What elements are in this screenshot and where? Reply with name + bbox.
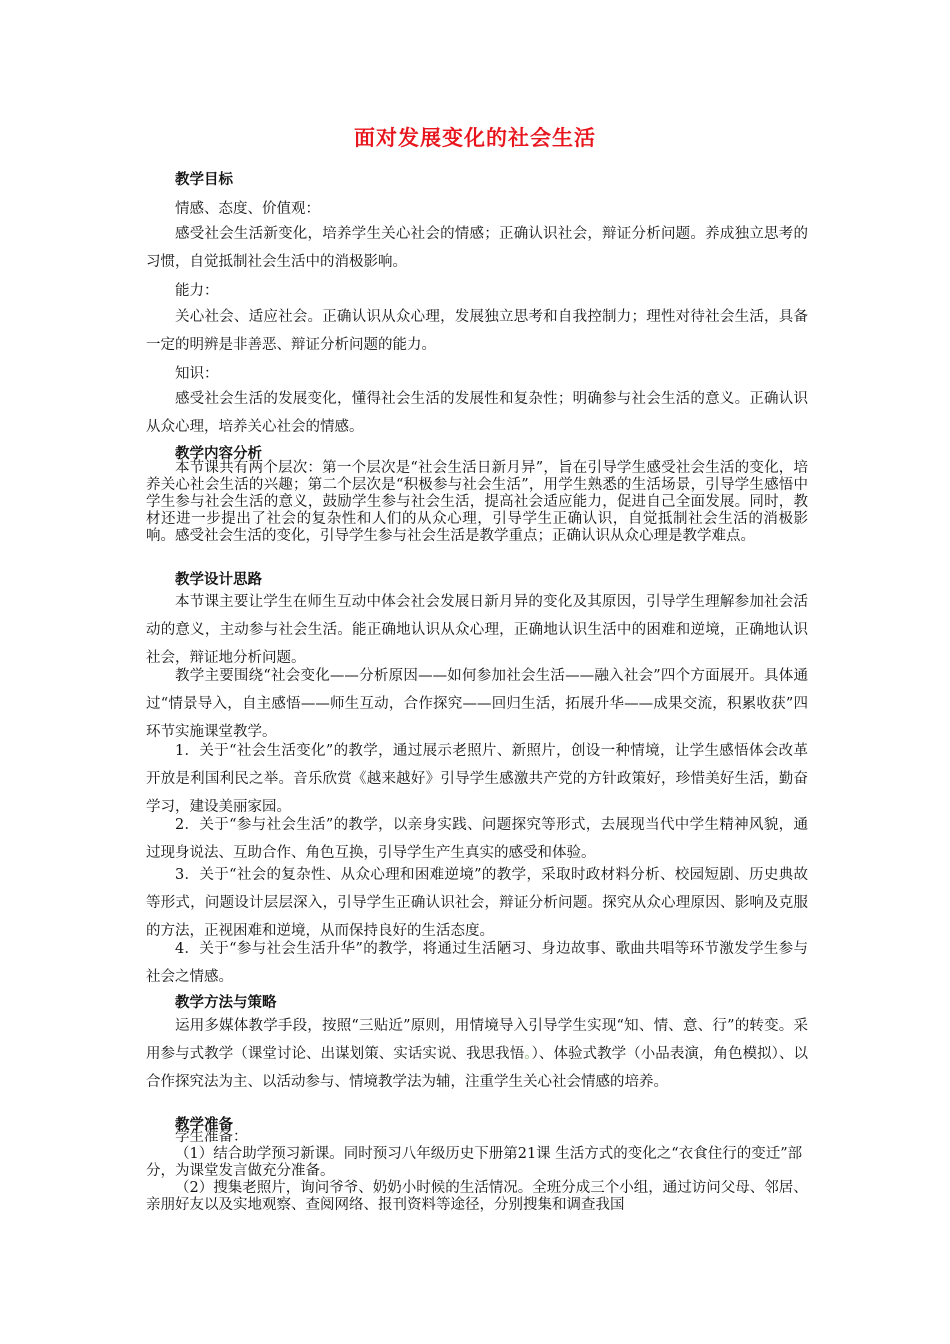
prep-item-1: （1）结合助学预习新课。同时预习八年级历史下册第21课 生活方式的变化之“衣食住行的变迁”部分，为课堂发言做充分准备。 xyxy=(146,1146,803,1179)
paragraph-design-5: 3．关于“社会的复杂性、从众心理和困难逆境”的教学，采取时政材料分析、校园短剧、历史典故等形式，问题设计层层深入，引导学生正确认识社会，辩证分析问题。探究从众心理原因、影响及克服的方法，正视困难和逆境，从而保持良好的生活态度。 xyxy=(146,867,808,939)
paragraph-methods xyxy=(146,1012,808,1096)
paragraph-design-1: 本节课主要让学生在师生互动中体会社会发展日新月异的变化及其原因，引导学生理解参加社会活动的意义，主动参与社会生活。能正确地认识从众心理，正确地认识生活中的困难和逆境，正确地认识社会，辩证地分析问题。 xyxy=(146,594,808,666)
methods-dot: 。 xyxy=(524,1046,532,1062)
label-student-prep: 学生准备： xyxy=(175,1129,248,1145)
label-knowledge: 知识： xyxy=(175,366,219,382)
heading-goals: 教学目标 xyxy=(175,172,233,188)
label-attitude: 情感、态度、价值观： xyxy=(175,201,320,217)
heading-design: 教学设计思路 xyxy=(175,572,262,588)
heading-prep: 教学准备 xyxy=(175,1117,233,1133)
paragraph-design-4: 2．关于“参与社会生活”的教学，以亲身实践、问题探究等形式，去展现当代中学生精神风貌，通过现身说法、互助合作、角色互换，引导学生产生真实的感受和体验。 xyxy=(146,817,808,861)
paragraph-design-3: 1．关于“社会生活变化”的教学，通过展示老照片、新照片，创设一种情境，让学生感悟体会改革开放是利国利民之举。音乐欣赏《越来越好》引导学生感激共产党的方针政策好，珍惜美好生活，勤奋学习，建设美丽家园。 xyxy=(146,743,808,815)
paragraph-content-analysis: 本节课共有两个层次：第一个层次是“社会生活日新月异”，旨在引导学生感受社会生活的变化，培养关心社会生活的兴趣；第二个层次是“积极参与社会生活”，用学生熟悉的生活场景，引导学生感悟中学生参与社会生活的意义，鼓励学生参与社会生活，提高社会适应能力，促进自己全面发展。同时，教材还进一步提出了社会的复杂性和人们的从众心理，引导学生正确认识，自觉抵制社会生活的消极影响。感受社会生活的变化，引导学生参与社会生活是教学重点；正确认识从众心理是教学难点。 xyxy=(146,460,808,544)
document-title: 面对发展变化的社会生活 xyxy=(354,126,596,150)
methods-text-b: ）、体验式教学（小品表演，角色模拟）、以合作探究法为主、以活动参与、情境教学法为辅，注重学生关心社会情感的培养。 xyxy=(146,1046,809,1090)
label-ability: 能力： xyxy=(175,283,219,299)
paragraph-design-2: 教学主要围绕“社会变化——分析原因——如何参加社会生活——融入社会”四个方面展开。具体通过“情景导入，自主感悟——师生互动，合作探究——回归生活，拓展升华——成果交流，积累收获”四环节实施课堂教学。 xyxy=(146,668,808,740)
paragraph-ability: 关心社会、适应社会。正确认识从众心理，发展独立思考和自我控制力；理性对待社会生活，具备一定的明辨是非善恶、辩证分析问题的能力。 xyxy=(146,309,808,353)
heading-content-analysis: 教学内容分析 xyxy=(175,446,262,462)
methods-text-a: 运用多媒体教学手段，按照“三贴近”原则，用情境导入引导学生实现“知、情、意、行”的转变。采用参与式教学（课堂讨论、出谋划策、实话实说、我思我悟 xyxy=(146,1018,808,1062)
paragraph-attitude: 感受社会生活新变化，培养学生关心社会的情感；正确认识社会，辩证分析问题。养成独立思考的习惯，自觉抵制社会生活中的消极影响。 xyxy=(146,226,808,270)
prep-item-2: （2）搜集老照片，询问爷爷、奶奶小时候的生活情况。全班分成三个小组，通过访问父母、邻居、亲朋好友以及实地观察、查阅网络、报刊资料等途径，分别搜集和调查我国 xyxy=(146,1180,808,1213)
paragraph-knowledge: 感受社会生活的发展变化，懂得社会生活的发展性和复杂性；明确参与社会生活的意义。正确认识从众心理，培养关心社会的情感。 xyxy=(146,391,808,435)
paragraph-design-6: 4．关于“参与社会生活升华”的教学，将通过生活陋习、身边故事、歌曲共唱等环节激发学生参与社会之情感。 xyxy=(146,941,808,985)
heading-methods: 教学方法与策略 xyxy=(175,995,277,1011)
